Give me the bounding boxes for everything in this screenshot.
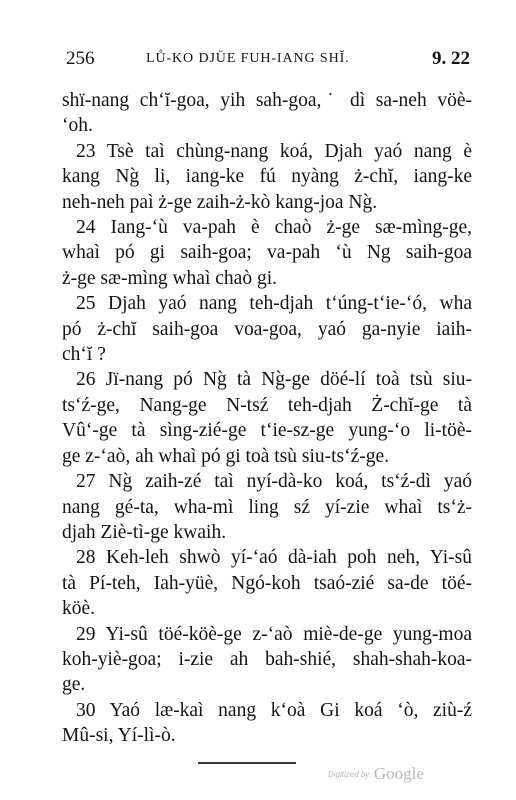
- text-line: 25 Djah yaó nang teh-djah t‘úng-t‘ie-‘ó, wha: [76, 293, 472, 315]
- google-logo: Google: [373, 764, 424, 783]
- verse-24: [62, 215, 472, 291]
- text-line: ts‘ź-ge, Nang-ge N-tsź teh-djah Ż-chĭ-ge tà: [62, 394, 472, 416]
- chapter-verse: 9. 22: [432, 48, 470, 69]
- text-line: whaì pó gi saih-goa; va-pah ‘ù Ng saih-goa: [62, 242, 472, 264]
- running-header: [66, 48, 470, 72]
- bottom-rule: [198, 762, 296, 764]
- text-line: 28 Keh-leh shwò yí-‘aó dà-iah poh neh, Yi-sû: [76, 547, 472, 569]
- verse-26: [62, 367, 472, 469]
- text-line: Vû‘-ge tà sìng-zié-ge t‘ie-sz-ge yung-‘o li-töè-: [62, 420, 472, 442]
- running-title: LŮ-KO DJÜE FUH-IANG SHĬ.: [146, 51, 350, 66]
- verse-25: [62, 291, 472, 367]
- text-line: nang gé-ta, wha-mì ling sź yí-zie whaì ts‘ż-: [62, 496, 472, 518]
- text-line: ge z-‘aò, ah whaì pó gi toà tsù siu-ts‘ź-ge.: [62, 445, 390, 467]
- paragraph-22-end: [62, 88, 472, 139]
- verse-30: [62, 698, 472, 749]
- watermark-prefix: Digitized by: [328, 770, 370, 779]
- text-line: Mû-si, Yí-lì-ò.: [62, 725, 176, 747]
- text-line: neh-neh paì ż-ge zaih-ż-kò kang-joa Ng̀.: [62, 191, 378, 213]
- page-body: [62, 88, 472, 749]
- text-line: shï-nang ch‘ĭ-goa, yih sah-goa,˙ dì sa-neh vöè-: [62, 90, 472, 111]
- verse-27: [62, 469, 472, 545]
- text-line: ż-ge sæ-mìng whaì chaò gi.: [62, 267, 277, 289]
- verse-28: [62, 545, 472, 621]
- text-line: ge.: [62, 674, 86, 696]
- text-line: köè.: [62, 598, 96, 620]
- text-line: 26 Jï-nang pó Ng̀ tà Ng̀-ge döé-lí toà tsù siu-: [76, 369, 472, 391]
- text-line: kang Ng̀ li, iang-ke fú nyàng ż-chĭ, iang-ke: [62, 166, 472, 188]
- verse-29: [62, 622, 472, 698]
- text-line: djah Ziè-tì-ge kwaih.: [62, 521, 227, 543]
- verse-23: [62, 139, 472, 215]
- page-number: 256: [66, 48, 95, 69]
- text-line: koh-yiè-goa; i-zie ah bah-shié, shah-shah-koa-: [62, 648, 472, 670]
- digitized-watermark: [328, 764, 424, 784]
- text-line: ch‘ĭ ?: [62, 344, 106, 366]
- text-line: ‘oh.: [62, 115, 93, 137]
- text-line: 24 Iang-‘ù va-pah è chaò ż-ge sæ-mìng-ge,: [76, 217, 472, 239]
- text-line: 23 Tsè taì chùng-nang koá, Djah yaó nang è: [76, 140, 472, 162]
- text-line: tà Pí-teh, Iah-yüè, Ngó-koh tsaó-zié sa-de töé-: [62, 572, 472, 594]
- text-line: 29 Yi-sû töé-köè-ge z-‘aò miè-de-ge yung-moa: [76, 623, 472, 645]
- text-line: pó ż-chĭ saih-goa voa-goa, yaó ga-nyie iaih-: [62, 318, 472, 340]
- text-line: 27 Ng̀ zaih-zé taì nyí-dà-ko koá, ts‘ź-dì yaó: [76, 471, 472, 493]
- text-line: 30 Yaó læ-kaì nang k‘oà Gi koá ‘ò, ziù-ź: [76, 699, 472, 721]
